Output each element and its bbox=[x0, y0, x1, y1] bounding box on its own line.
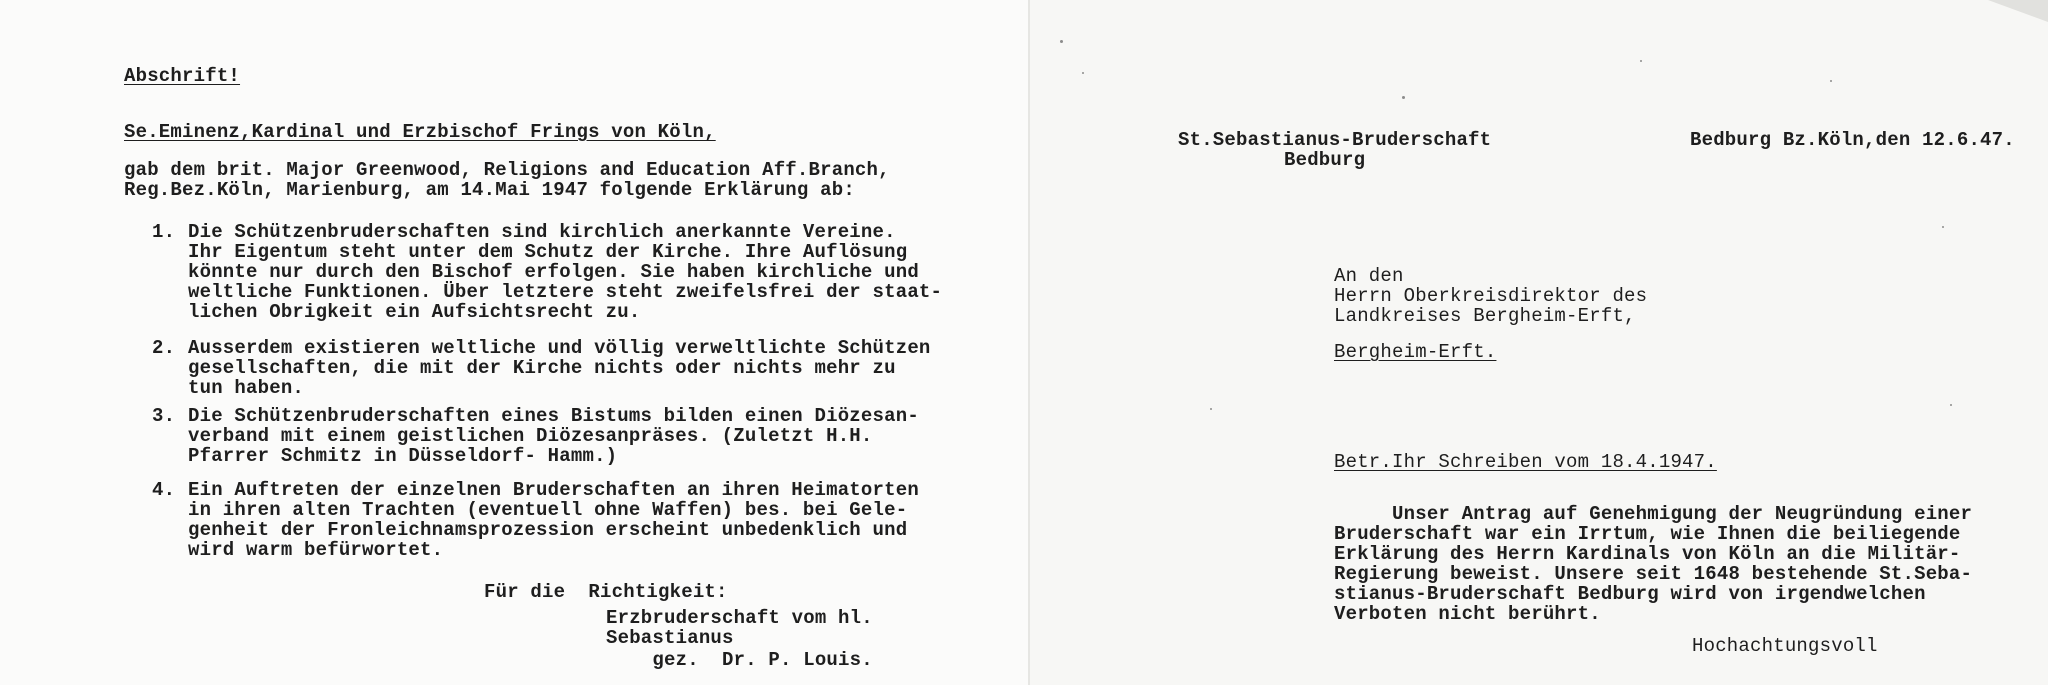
point-line: Ausserdem existieren weltliche und völlig verweltlichte Schützen bbox=[188, 337, 931, 359]
paper-speck bbox=[1950, 404, 1952, 406]
intro-line: Reg.Bez.Köln, Marienburg, am 14.Mai 1947 folgende Erklärung ab: bbox=[124, 179, 855, 201]
point-line: könnte nur durch den Bischof erfolgen. Sie haben kirchliche und bbox=[188, 261, 919, 283]
point-line: tun haben. bbox=[188, 377, 305, 399]
body-line: Erklärung des Herrn Kardinals von Köln an die Militär- bbox=[1334, 543, 1961, 565]
attestation-line: Für die Richtigkeit: bbox=[484, 581, 728, 603]
point-number: 1. bbox=[152, 221, 176, 243]
point-line: Pfarrer Schmitz in Düsseldorf- Hamm.) bbox=[188, 445, 618, 467]
point-line: gesellschaften, die mit der Kirche nichts oder nichts mehr zu bbox=[188, 357, 896, 379]
recipient-line: Herrn Oberkreisdirektor des bbox=[1334, 285, 1648, 307]
sender-town: Bedburg bbox=[1284, 149, 1366, 171]
point-line: in ihren alten Trachten (eventuell ohne Waffen) bes. bei Gele- bbox=[188, 499, 908, 521]
right-document-page bbox=[1030, 0, 2048, 685]
body-line: Verboten nicht berührt. bbox=[1334, 603, 1601, 625]
body-line: Regierung beweist. Unsere seit 1648 bestehende St.Seba- bbox=[1334, 563, 1973, 585]
intro-line: gab dem brit. Major Greenwood, Religions and Education Aff.Branch, bbox=[124, 159, 890, 181]
point-line: Ihr Eigentum steht unter dem Schutz der Kirche. Ihre Auflösung bbox=[188, 241, 908, 263]
body-line: stianus-Bruderschaft Bedburg wird von irgendwelchen bbox=[1334, 583, 1926, 605]
point-number: 4. bbox=[152, 479, 176, 501]
paper-speck bbox=[1640, 60, 1642, 62]
point-line: genheit der Fronleichnamsprozession erscheint unbedenklich und bbox=[188, 519, 908, 541]
paper-speck bbox=[1082, 72, 1084, 74]
paper-speck bbox=[1210, 408, 1212, 410]
recipient-city: Bergheim-Erft. bbox=[1334, 341, 1497, 363]
document-title: Se.Eminenz,Kardinal und Erzbischof Frings von Köln, bbox=[124, 121, 716, 143]
paper-speck bbox=[1830, 80, 1832, 82]
copy-heading: Abschrift! bbox=[124, 65, 241, 87]
subject-line: Betr.Ihr Schreiben vom 18.4.1947. bbox=[1334, 451, 1717, 473]
paper-speck bbox=[1942, 226, 1944, 228]
point-line: Die Schützenbruderschaften sind kirchlich anerkannte Vereine. bbox=[188, 221, 896, 243]
recipient-line: An den bbox=[1334, 265, 1404, 287]
signature-line: gez. Dr. P. Louis. bbox=[606, 649, 873, 671]
signature-line: Sebastianus bbox=[606, 627, 734, 649]
recipient-line: Landkreises Bergheim-Erft, bbox=[1334, 305, 1636, 327]
paper-speck bbox=[1060, 40, 1063, 43]
point-line: weltliche Funktionen. Über letztere steht zweifelsfrei der staat- bbox=[188, 281, 943, 303]
closing-line: Hochachtungsvoll bbox=[1692, 635, 1878, 657]
body-line: Unser Antrag auf Genehmigung der Neugründung einer bbox=[1334, 503, 1973, 525]
sender-name: St.Sebastianus-Bruderschaft bbox=[1178, 129, 1492, 151]
point-line: verband mit einem geistlichen Diözesanpräses. (Zuletzt H.H. bbox=[188, 425, 873, 447]
paper-speck bbox=[1402, 96, 1405, 99]
point-number: 3. bbox=[152, 405, 176, 427]
body-line: Bruderschaft war ein Irrtum, wie Ihnen die beiliegende bbox=[1334, 523, 1961, 545]
point-line: Die Schützenbruderschaften eines Bistums bilden einen Diözesan- bbox=[188, 405, 919, 427]
point-number: 2. bbox=[152, 337, 176, 359]
signature-line: Erzbruderschaft vom hl. bbox=[606, 607, 873, 629]
point-line: lichen Obrigkeit ein Aufsichtsrecht zu. bbox=[188, 301, 641, 323]
page-corner-fold bbox=[1988, 0, 2048, 22]
point-line: wird warm befürwortet. bbox=[188, 539, 444, 561]
place-date: Bedburg Bz.Köln,den 12.6.47. bbox=[1690, 129, 2015, 151]
point-line: Ein Auftreten der einzelnen Bruderschaften an ihren Heimatorten bbox=[188, 479, 919, 501]
